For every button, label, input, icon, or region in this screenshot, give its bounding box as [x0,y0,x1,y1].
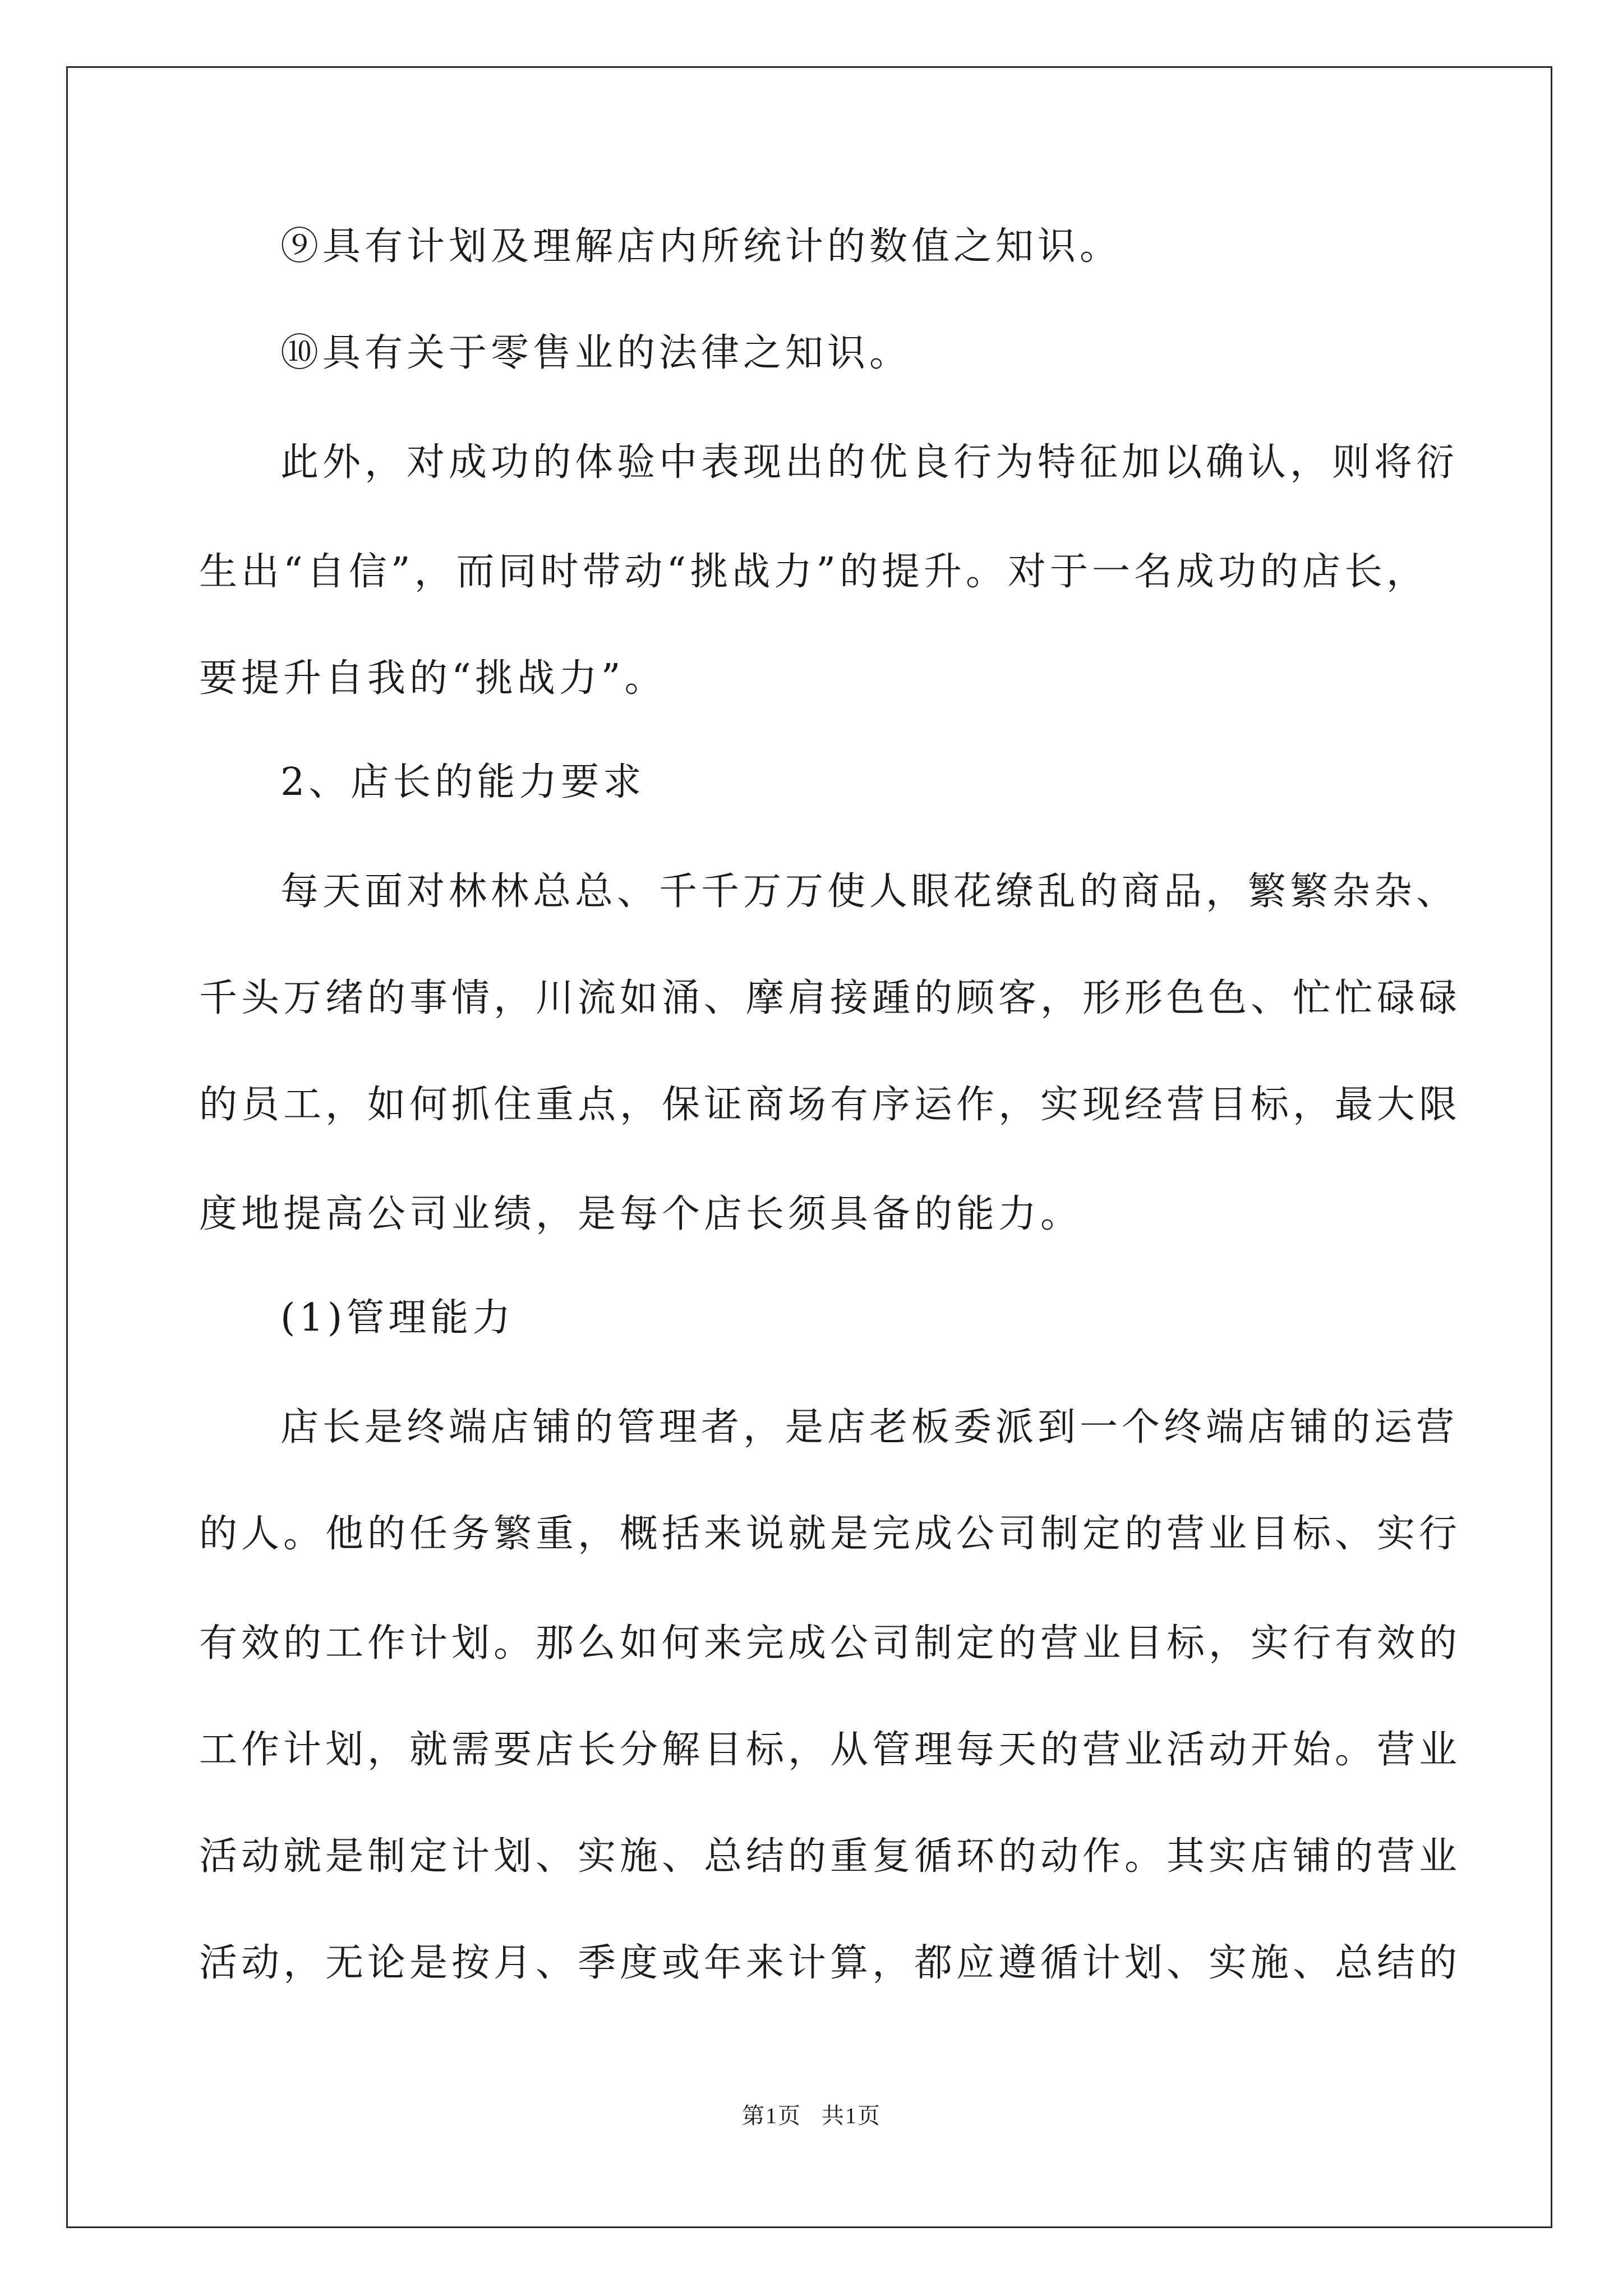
text-line: 度地提高公司业绩，是每个店长须具备的能力。 [199,1192,1083,1236]
text-line: 的人。他的任务繁重，概括来说就是完成公司制定的营业目标、实行 [199,1512,1461,1556]
section-heading: 2、店长的能力要求 [280,760,645,804]
text-line: 有效的工作计划。那么如何来完成公司制定的营业目标，实行有效的 [199,1621,1461,1665]
text-line: 店长是终端店铺的管理者，是店老板委派到一个终端店铺的运营 [280,1405,1459,1450]
text-line: 每天面对林林总总、千千万万使人眼花缭乱的商品，繁繁杂杂、 [280,869,1459,914]
page-footer: 第1页 共1页 [742,2103,881,2128]
text-line: 工作计划，就需要店长分解目标，从管理每天的营业活动开始。营业 [199,1728,1461,1772]
text-line: 的员工，如何抓住重点，保证商场有序运作，实现经营目标，最大限 [199,1083,1461,1127]
text-line: 要提升自我的“挑战力”。 [199,656,667,701]
text-line: 生出“自信”，而同时带动“挑战力”的提升。对于一名成功的店长， [199,550,1429,594]
text-line: ⑩具有关于零售业的法律之知识。 [280,331,912,375]
text-line: ⑨具有计划及理解店内所统计的数值之知识。 [280,224,1122,269]
text-line: 活动，无论是按月、季度或年来计算，都应遵循计划、实施、总结的 [199,1941,1461,1985]
subsection-heading: (1)管理能力 [280,1296,515,1340]
page-border [66,66,1552,2228]
text-line: 此外，对成功的体验中表现出的优良行为特征加以确认，则将衍 [280,440,1459,485]
text-line: 活动就是制定计划、实施、总结的重复循环的动作。其实店铺的营业 [199,1834,1461,1879]
text-line: 千头万绪的事情，川流如涌、摩肩接踵的顾客，形形色色、忙忙碌碌 [199,976,1461,1020]
